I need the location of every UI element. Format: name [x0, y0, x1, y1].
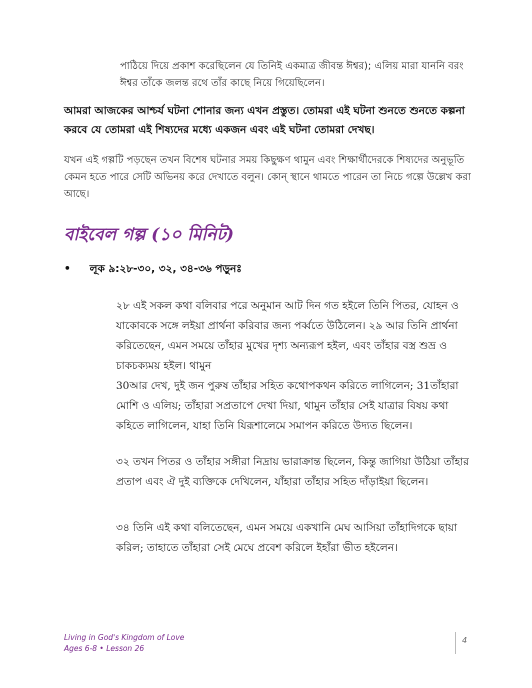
verse-block-3: ৩২ তখন পিতর ও তাঁহার সঙ্গীরা নিদ্রায় ভারাক্রান্ত ছিলেন, কিন্তু জাগিয়া উঠিয়া তাঁহার প্রতাপ এবং ঐ দুই ব্যক্তিকে দেখিলেন, যাঁহারা তাঁহার সহিত দাঁড়াইয়া ছিলেন। [116, 456, 469, 488]
page-number: 4 [462, 636, 468, 645]
scripture-reference: লূক ৯:২৮-৩০, ৩২, ৩৪-৩৬ পড়ুনঃ [89, 263, 242, 275]
verse-block-4: ৩৪ তিনি এই কথা বলিতেছেন, এমন সময়ে একখানি মেঘ আসিয়া তাঁহাদিগকে ছায়া করিল; তাহাতে তাঁহারা সেই মেঘে প্রবেশ করিলে ইহাঁরা ভীত হইলেন। [116, 522, 457, 554]
intro-paragraph: পাঠিয়ে দিয়ে প্রকাশ করেছিলেন যে তিনিই একমাত্র জীবন্ত ঈশ্বর); এলিয় মারা যাননি বরং ঈশ্বর তাঁকে জলন্ত রথে তাঁর কাছে নিয়ে গিয়েছিলেন। [120, 61, 464, 89]
footer-title: Living in God's Kingdom of Love [64, 633, 185, 642]
teacher-note-paragraph: যখন এই গল্পটি পড়ছেন তখন বিশেষ ঘটনার সময় কিছুক্ষণ থামুন এবং শিক্ষার্থীদেরকে শিষ্যদের অনুভূতি কেমন হতে পারে সেটি অভিনয় করে দেখাতে বলুন। কোন্‌ স্থানে থামতে পারেন তা নিচে গল্পে উল্লেখ করা আছে। [64, 155, 471, 200]
instruction-bold-paragraph: আমরা আজকের আশ্চর্য ঘটনা শোনার জন্য এখন প্রস্তুত। তোমরা এই ঘটনা শুনতে শুনতে কল্পনা করবে যে তোমরা এই শিষ্যদের মধ্যে একজন এবং এই ঘটনা তোমরা দেখছ। [64, 105, 465, 136]
footer-divider [455, 632, 456, 654]
footer-subtitle: Ages 6-8 • Lesson 26 [64, 644, 145, 653]
verse-block-2: 30আর দেখ, দুই জন পুরুষ তাঁহার সহিত কথোপকথন করিতে লাগিলেন; 31তাঁহারা মোশি ও এলিয়; তাঁহারা সপ্রতাপে দেখা দিয়া, থামুন তাঁহার সেই যাত্রার বিষয় কথা কহিতে লাগিলেন, যাহা তিনি যিরূশালেমে সমাপন করিতে উদ্যত ছিলেন। [116, 380, 459, 432]
footer-lesson-info [64, 632, 184, 654]
section-heading: বাইবেল গল্প (১০ মিনিট) [64, 225, 234, 245]
verse-block-1: ২৮ এই সকল কথা বলিবার পরে অনুমান আট দিন গত হইলে তিনি পিতর, যোহন ও যাকোবকে সঙ্গে লইয়া প্রার্থনা করিবার জন্য পর্ব্বতে উঠিলেন। ২৯ আর তিনি প্রার্থনা করিতেছেন, এমন সময়ে তাঁহার মুখের দৃশ্য অন্যরূপ হইল, এবং তাঁহার বস্ত্র শুভ্র ও চাকচক্যময় হইল। থামুন [116, 300, 459, 372]
scripture-reference-bullet [64, 262, 242, 279]
bullet-dot-icon: • [64, 263, 71, 275]
